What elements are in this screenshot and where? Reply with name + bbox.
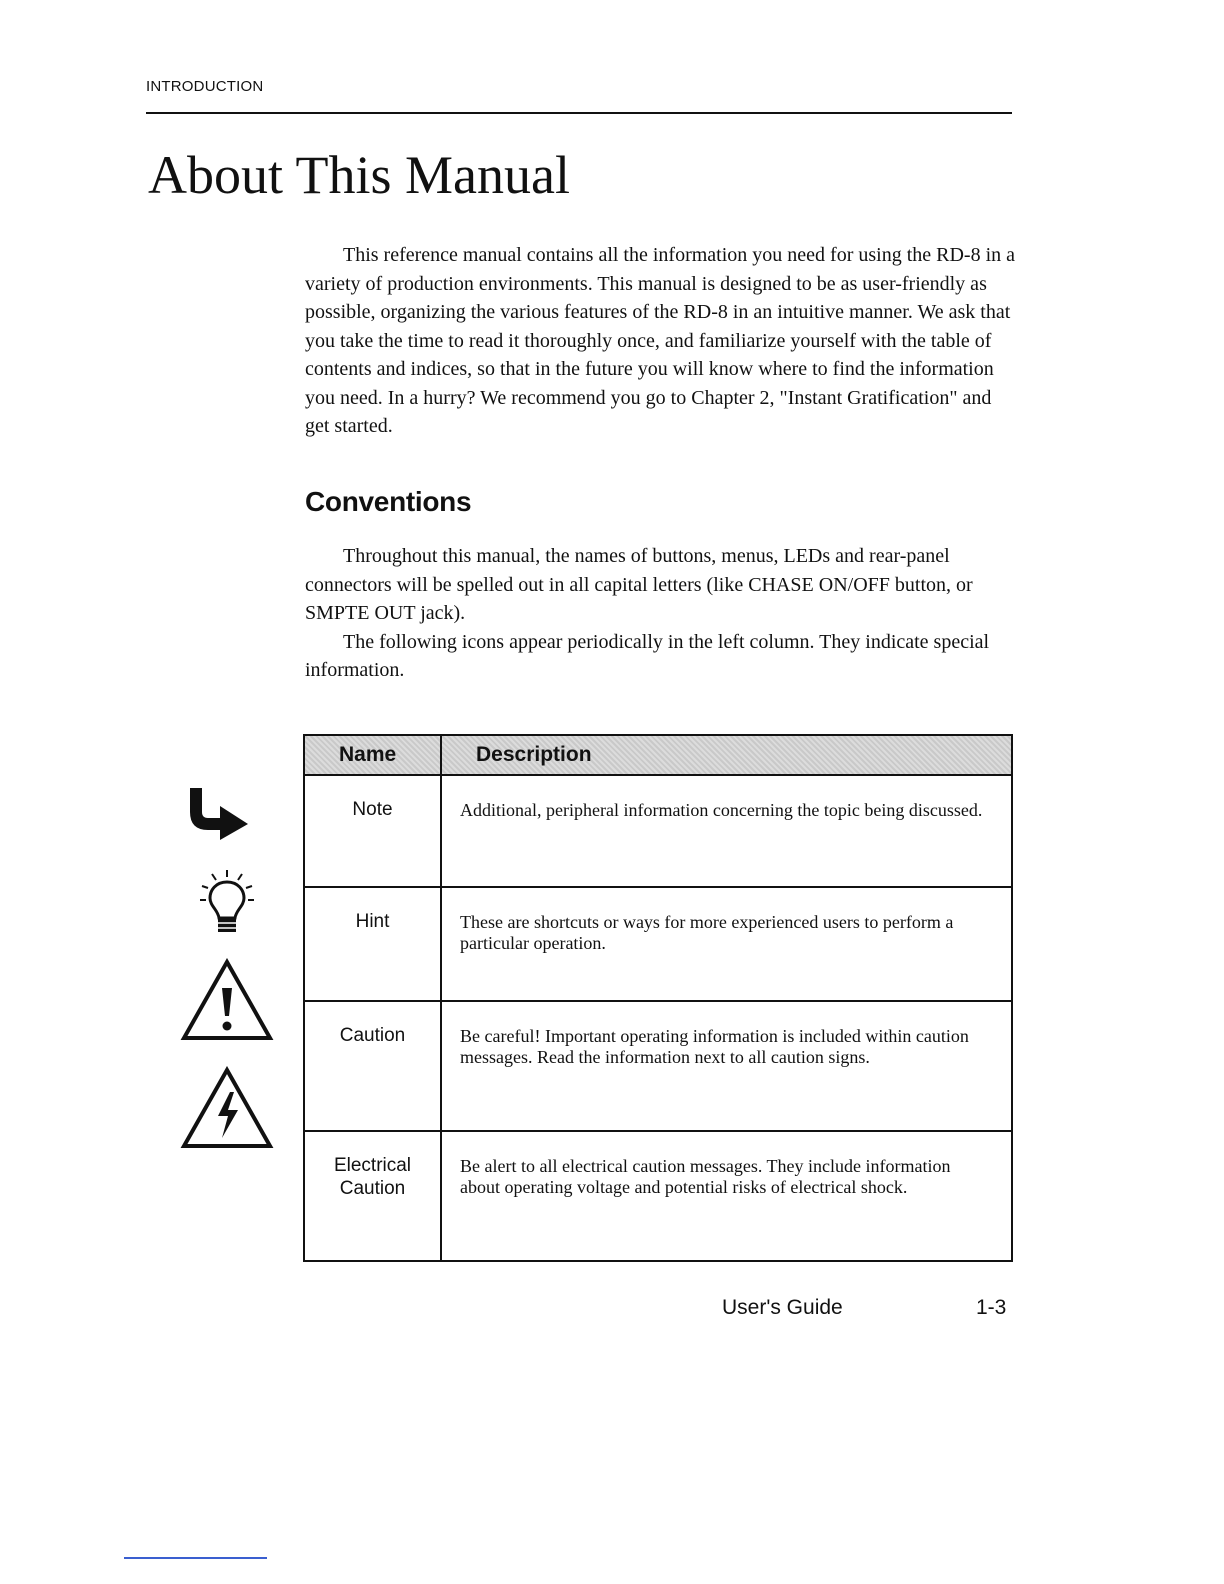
name-cell: Note	[304, 775, 441, 887]
icon-legend-table	[303, 734, 1013, 1262]
scan-artifact-line	[124, 1557, 267, 1559]
name-line-1: Electrical	[333, 1155, 412, 1176]
name-line-2: Caution	[339, 1178, 406, 1199]
description-cell: Additional, peripheral information concerning the topic being discussed.	[441, 775, 1012, 887]
page-number: 1-3	[976, 1296, 1007, 1319]
page-title: About This Manual	[148, 145, 570, 205]
footer-guide-label: User's Guide	[722, 1296, 843, 1319]
intro-section	[305, 241, 1015, 441]
table-header-row	[304, 735, 1012, 775]
table-row	[304, 1001, 1012, 1131]
lightbulb-icon	[196, 868, 258, 942]
conventions-paragraph-2: The following icons appear periodically in the left column. They indicate special information.	[305, 630, 990, 681]
electrical-caution-icon	[180, 1066, 274, 1150]
name-cell: Hint	[304, 887, 441, 1001]
conventions-heading: Conventions	[305, 486, 472, 517]
description-cell: Be careful! Important operating information is included within caution messages. Read the information next to all caution signs.	[441, 1001, 1012, 1131]
caution-triangle-icon	[180, 958, 274, 1042]
conventions-section	[305, 542, 1015, 685]
description-cell: Be alert to all electrical caution messages. They include information about operating voltage and potential risks of electrical shock.	[460, 1156, 951, 1197]
intro-paragraph: This reference manual contains all the information you need for using the RD-8 in a variety of production environments. This manual is designed to be as user-friendly as possible, organizing the various features of the RD-8 in an intuitive manner. We ask that you take the time to read it thoroughly once, and familiarize yourself with the table of contents and indices, so that in the future you will know where to find the information you need. In a hurry? We recommend you go to Chapter 2, "Instant Gratification" and get started.	[305, 244, 1016, 437]
name-cell	[304, 1131, 441, 1261]
running-header: INTRODUCTION	[146, 78, 264, 95]
description-cell: These are shortcuts or ways for more experienced users to perform a particular operation.	[441, 887, 1012, 1001]
conventions-paragraph-1: Throughout this manual, the names of buttons, menus, LEDs and rear-panel connectors will be spelled out in all capital letters (like CHASE ON/OFF button, or SMPTE OUT jack).	[305, 545, 973, 624]
name-cell: Caution	[304, 1001, 441, 1131]
table-row	[304, 775, 1012, 887]
header-rule	[146, 112, 1012, 114]
column-header-description: Description	[441, 735, 1012, 775]
table-row	[304, 1131, 1012, 1261]
table-row	[304, 887, 1012, 1001]
note-arrow-icon	[180, 784, 252, 840]
column-header-name: Name	[304, 735, 441, 775]
